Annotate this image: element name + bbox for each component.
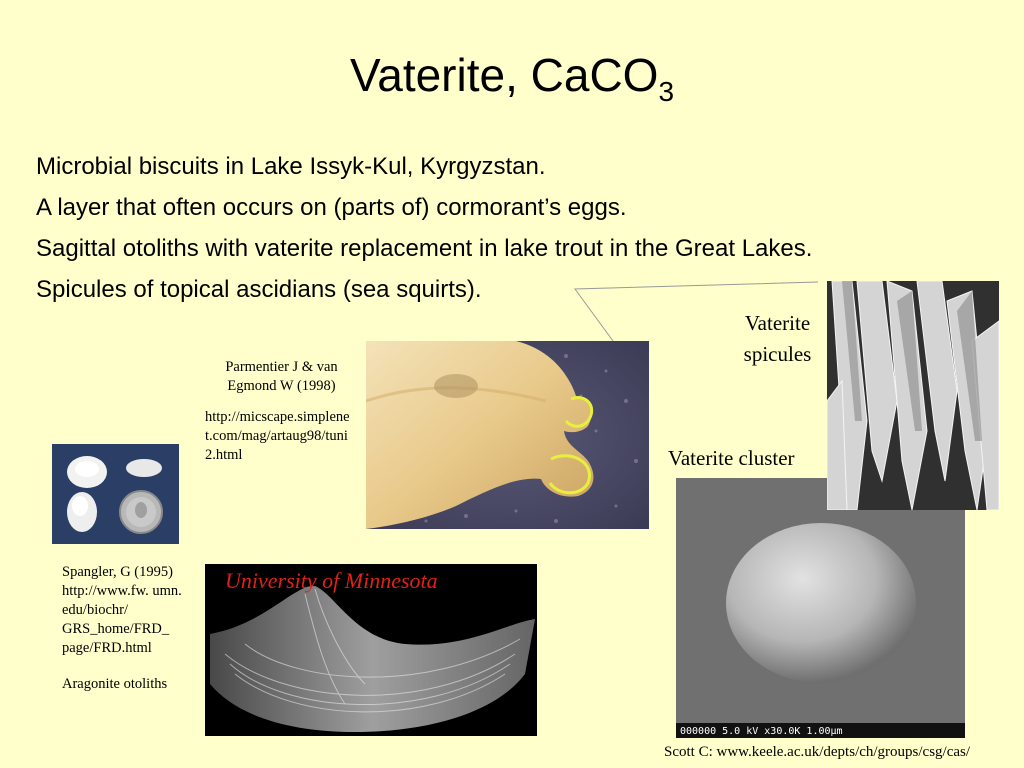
- vaterite-spicules-sem-photo: [827, 281, 999, 510]
- title-subscript: 3: [658, 76, 675, 107]
- otolith-sem-photo: [205, 564, 537, 736]
- bullet-item: Sagittal otoliths with vaterite replacement in lake trout in the Great Lakes.: [36, 235, 813, 262]
- parmentier-reference: Parmentier J & van Egmond W (1998): [225, 359, 338, 394]
- sea-squirt-photo: [366, 341, 649, 529]
- university-banner: University of Minnesota: [225, 568, 438, 593]
- spangler-reference: Spangler, G (1995) http://www.fw. umn. edu/biochr/ GRS_home/FRD_ page/FRD.html: [62, 564, 182, 656]
- aragonite-caption: Aragonite otoliths: [62, 676, 168, 692]
- bullet-item: Microbial biscuits in Lake Issyk-Kul, Kyrgyzstan.: [36, 153, 546, 180]
- parmentier-url: http://micscape.simplenet.com/mag/artaug98/tuni2.html: [205, 409, 350, 463]
- vaterite-cluster-caption: Vaterite cluster: [668, 446, 795, 470]
- vaterite-cluster-sem-photo: [676, 478, 965, 738]
- sem-scale-bar: 000000 5.0 kV x30.0K 1.00µm: [680, 726, 843, 737]
- vaterite-spicules-caption: Vaterite spicules: [743, 311, 812, 366]
- bullet-item: Spicules of topical ascidians (sea squirts).: [36, 276, 482, 303]
- bullet-item: A layer that often occurs on (parts of) cormorant’s eggs.: [36, 194, 627, 221]
- title-main: Vaterite, CaCO: [349, 49, 659, 101]
- scott-reference: Scott C: www.keele.ac.uk/depts/ch/groups/csg/cas/: [664, 744, 971, 760]
- otoliths-coin-photo: [52, 444, 179, 544]
